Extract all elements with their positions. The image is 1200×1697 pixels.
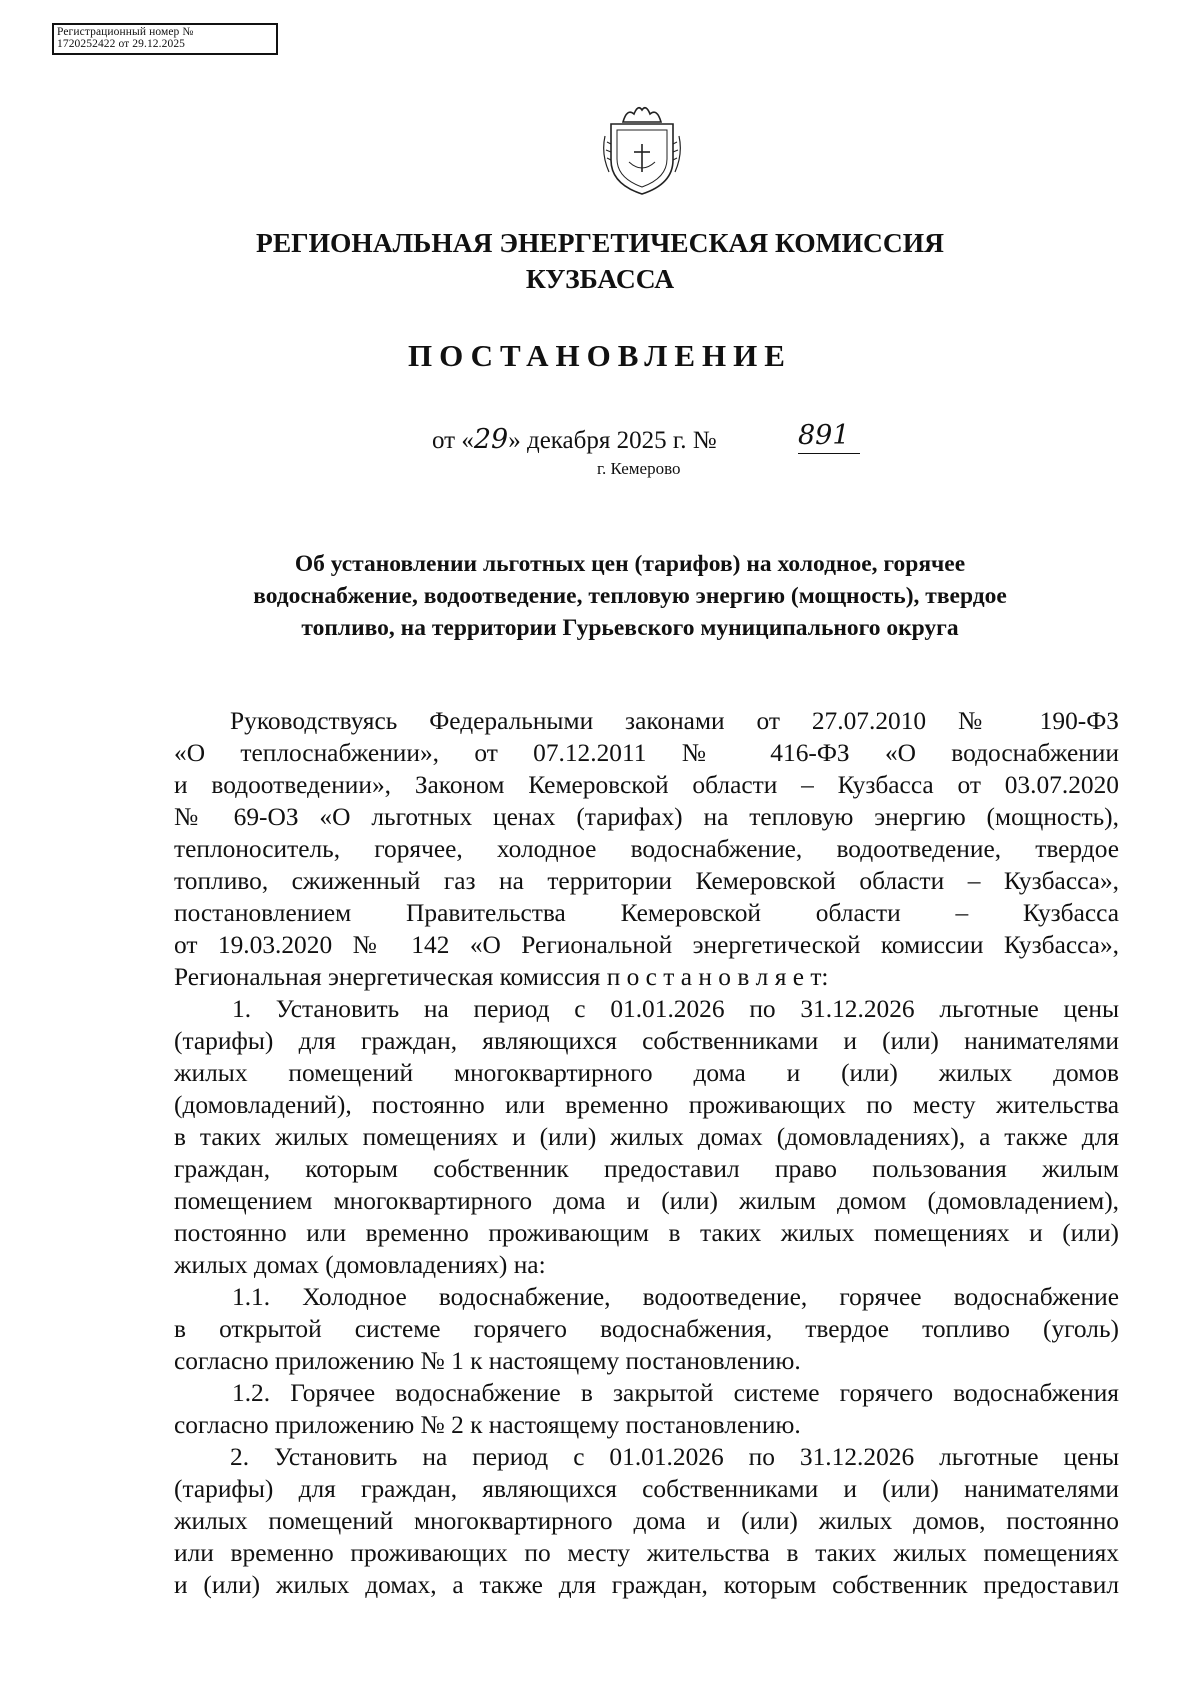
clause-1-2 xyxy=(174,1377,1119,1441)
subject-line: топливо, на территории Гурьевского муниципального округа xyxy=(301,615,959,641)
text-line: 1. Установить на период с 01.01.2026 по 31.12.2026 льготные цены xyxy=(232,995,1119,1023)
clause-2 xyxy=(174,1441,1119,1601)
text-line: 2. Установить на период с 01.01.2026 по 31.12.2026 льготные цены xyxy=(230,1443,1119,1471)
text-line: в таких жилых помещениях и (или) жилых домах (домовладениях), а также для xyxy=(174,1123,1119,1151)
text-line: 1.2. Горячее водоснабжение в закрытой системе горячего водоснабжения xyxy=(232,1379,1119,1407)
subject-line: водоснабжение, водоотведение, тепловую энергию (мощность), твердое xyxy=(253,583,1007,609)
clause-1-1 xyxy=(174,1281,1119,1377)
date-suffix: » декабря 2025 г. № xyxy=(508,427,717,454)
text-line: № 69-ОЗ «О льготных ценах (тарифах) на тепловую энергию (мощность), xyxy=(174,803,1119,831)
document-city: г. Кемерово xyxy=(597,459,681,478)
handwritten-document-number: 891 xyxy=(798,420,860,454)
text-line: теплоноситель, горячее, холодное водоснабжение, водоотведение, твердое xyxy=(174,835,1119,863)
text-line: или временно проживающих по месту жительства в таких жилых помещениях xyxy=(174,1539,1119,1567)
text-line: постоянно или временно проживающим в таких жилых помещениях и (или) xyxy=(174,1219,1119,1247)
text-line: и водоотведении», Законом Кемеровской области – Кузбасса от 03.07.2020 xyxy=(174,771,1119,799)
text-line: жилых помещений многоквартирного дома и (или) жилых домов xyxy=(174,1059,1119,1087)
document-body xyxy=(174,705,1119,1601)
text-line: Региональная энергетическая комиссия п о с т а н о в л я е т: xyxy=(174,963,829,991)
handwritten-day: 29 xyxy=(473,424,509,455)
organization-name: РЕГИОНАЛЬНАЯ ЭНЕРГЕТИЧЕСКАЯ КОМИССИЯ xyxy=(256,227,944,258)
clause-1 xyxy=(174,993,1119,1281)
preamble-paragraph xyxy=(174,705,1119,993)
text-line: топливо, сжиженный газ на территории Кемеровской области – Кузбасса», xyxy=(174,867,1119,895)
text-line: (тарифы) для граждан, являющихся собственниками и (или) нанимателями xyxy=(174,1475,1119,1503)
text-line: «О теплоснабжении», от 07.12.2011 № 416-ФЗ «О водоснабжении xyxy=(174,739,1119,767)
coat-of-arms-icon xyxy=(601,102,683,198)
text-line: (домовладений), постоянно или временно проживающих по месту жительства xyxy=(174,1091,1119,1119)
text-line: и (или) жилых домах, а также для граждан, которым собственник предоставил xyxy=(174,1571,1119,1599)
text-line: от 19.03.2020 № 142 «О Региональной энергетической комиссии Кузбасса», xyxy=(174,931,1119,959)
text-line: 1.1. Холодное водоснабжение, водоотведение, горячее водоснабжение xyxy=(232,1283,1119,1311)
text-line: помещением многоквартирного дома и (или) жилым домом (домовладением), xyxy=(174,1187,1119,1215)
text-line: жилых помещений многоквартирного дома и (или) жилых домов, постоянно xyxy=(174,1507,1119,1535)
text-line: граждан, которым собственник предоставил право пользования жилым xyxy=(174,1155,1119,1183)
text-line: согласно приложению № 2 к настоящему постановлению. xyxy=(174,1411,801,1439)
document-type-title: ПОСТАНОВЛЕНИЕ xyxy=(408,338,792,373)
document-date-line xyxy=(432,424,717,455)
text-line: согласно приложению № 1 к настоящему постановлению. xyxy=(174,1347,801,1375)
date-prefix: от « xyxy=(432,427,474,454)
registration-number: 1720252422 от 29.12.2025 xyxy=(57,38,186,50)
text-line: в открытой системе горячего водоснабжения, твердое топливо (уголь) xyxy=(174,1315,1119,1343)
registration-label: Регистрационный номер № xyxy=(57,26,194,38)
registration-stamp xyxy=(52,23,278,55)
text-line: постановлением Правительства Кемеровской области – Кузбасса xyxy=(174,899,1119,927)
organization-region: КУЗБАССА xyxy=(525,263,675,294)
subject-line: Об установлении льготных цен (тарифов) на холодное, горячее xyxy=(294,551,966,577)
document-subject xyxy=(150,548,1110,644)
text-line: (тарифы) для граждан, являющихся собственниками и (или) нанимателями xyxy=(174,1027,1119,1055)
text-line: жилых домах (домовладениях) на: xyxy=(174,1251,546,1279)
text-line: Руководствуясь Федеральными законами от 27.07.2010 № 190-ФЗ xyxy=(230,707,1119,735)
